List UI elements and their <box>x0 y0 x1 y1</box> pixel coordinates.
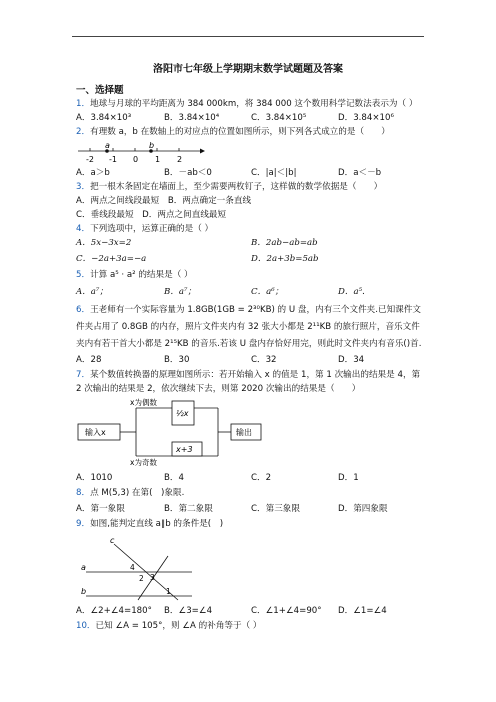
option-b: B．2ab−ab=ab <box>251 238 318 248</box>
option-c: C．a⁶； <box>251 287 284 297</box>
even-operation-label: ½x <box>176 409 189 418</box>
converter-diagram <box>76 398 276 468</box>
question-3-options-row-1: A．两点之间线段最短 B．两点确定一条直线 <box>76 196 252 206</box>
question-number: 6． <box>76 305 91 315</box>
option-d: D．1 <box>338 473 359 483</box>
option-c: C．第三象限 <box>251 504 300 514</box>
tick-label: -1 <box>109 155 117 164</box>
question-text: 有理数 a，b 在数轴上的对应点的位置如图所示，则下列各式成立的是（ ） <box>90 127 390 137</box>
question-3-options-row-2: C．垂线段最短 D．两点之间直线最短 <box>76 210 227 220</box>
angle-4-label: 4 <box>130 563 135 572</box>
option-c: C．2 <box>251 473 272 483</box>
option-c: C．−2a+3a=−a <box>76 254 147 264</box>
angle-1-label: 1 <box>166 587 171 596</box>
question-text: 下列选项中，运算正确的是（ ） <box>90 224 214 234</box>
odd-operation-label: x+3 <box>176 445 193 454</box>
label-b: b <box>81 587 87 596</box>
output-label: 输出 <box>236 428 252 437</box>
question-1 <box>76 99 417 110</box>
question-9 <box>76 519 223 530</box>
label-a: a <box>81 563 86 572</box>
question-6-text-line-3: 夹内有若干首大小都是 2¹⁵KB 的音乐.若该 U 盘内存恰好用完，则此时文件夹内有音乐()首. <box>76 339 422 349</box>
question-4 <box>76 224 213 235</box>
number-line-figure <box>76 140 206 166</box>
option-b: B．∠3=∠4 <box>164 606 213 616</box>
question-text: 地球与月球的平均距离为 384 000km，将 384 000 这个数用科学记数法表示为（ ） <box>90 99 418 109</box>
option-a: A．28 <box>76 355 102 365</box>
question-text: 已知 ∠A = 105°，则 ∠A 的补角等于（ ） <box>95 621 262 631</box>
odd-branch-label: x为奇数 <box>130 458 157 467</box>
question-number: 9． <box>76 519 91 529</box>
question-text: 点 M(5,3) 在第( )象限. <box>90 488 185 498</box>
option-c: C．32 <box>251 355 277 365</box>
option-b: B．－ab＜0 <box>164 168 212 178</box>
label-c: c <box>110 536 115 545</box>
question-8 <box>76 488 184 499</box>
option-b: B．第二象限 <box>164 504 213 514</box>
option-a: A．3.84×10³ <box>76 113 132 123</box>
question-number: 1． <box>76 99 91 109</box>
input-label: 输入x <box>85 428 106 437</box>
question-text: 把一根木条固定在墙面上，至少需要两枚钉子，这样做的数学依据是（ ） <box>90 182 383 192</box>
tick-label: 2 <box>177 155 183 164</box>
tick-label: 1 <box>155 155 161 164</box>
option-b: B．a⁷； <box>164 287 197 297</box>
option-b: B．4 <box>164 473 184 483</box>
option-a: A．第一象限 <box>76 504 125 514</box>
option-a: A．5x−3x=2 <box>76 238 132 248</box>
option-b: B．30 <box>164 355 190 365</box>
question-6 <box>76 305 421 316</box>
arrow-head-icon <box>200 149 205 154</box>
question-text: 计算 a⁵ · a² 的结果是（ ） <box>90 270 193 280</box>
question-10 <box>76 621 262 632</box>
question-2 <box>76 127 390 138</box>
question-text-line-1: 某个数值转换器的原理如图所示：若开始输入 x 的值是 1，第 1 次输出的结果是 4，第 <box>90 370 421 380</box>
question-number: 3． <box>76 182 91 192</box>
question-7 <box>76 370 420 381</box>
option-d: D．a＜－b <box>338 168 382 178</box>
option-c: C．∠1+∠4=90° <box>251 606 322 616</box>
angle-3-label: 3 <box>150 573 155 582</box>
section-heading: 一、选择题 <box>76 85 124 96</box>
option-d: D．2a+3b=5ab <box>251 254 319 264</box>
option-d: D．a⁵． <box>338 287 371 297</box>
parallel-lines-figure <box>80 534 200 602</box>
option-c: C．|a|＜|b| <box>251 168 297 178</box>
angle-2-label: 2 <box>139 574 144 583</box>
question-number: 5． <box>76 270 91 280</box>
even-branch-label: x为偶数 <box>130 398 157 407</box>
question-text: 如图,能判定直线 a∥b 的条件是( ) <box>90 519 224 529</box>
label-b: b <box>149 141 155 150</box>
option-d: D．∠1=∠4 <box>338 606 387 616</box>
question-7-text-line-2: 2 次输出的结果是 2，依次继续下去，则第 2020 次输出的结果是（ ） <box>76 384 361 394</box>
question-number: 4． <box>76 224 91 234</box>
question-6-text-line-2: 件夹占用了 0.8GB 的内存，照片文件夹内有 32 张大小都是 2¹¹KB 的旅行照片，音乐文件 <box>76 322 420 332</box>
header-rule <box>72 36 424 37</box>
option-a: A．∠2+∠4=180° <box>76 606 152 616</box>
option-c: C．3.84×10⁵ <box>251 113 307 123</box>
option-a: A．a⁷； <box>76 287 108 297</box>
question-text-line-1: 王老师有一个实际容量为 1.8GB(1GB = 2³⁰KB) 的 U 盘，内有三个文件夹.已知课件文 <box>90 305 421 315</box>
question-number: 7． <box>76 370 91 380</box>
option-b: B．3.84×10⁴ <box>164 113 220 123</box>
label-a: a <box>105 141 110 150</box>
tick-label: -2 <box>86 155 94 164</box>
question-5 <box>76 270 193 281</box>
page-title: 洛阳市七年级上学期期末数学试题题及答案 <box>153 64 343 75</box>
tick-label: 0 <box>133 155 139 164</box>
question-number: 2． <box>76 127 91 137</box>
question-number: 8． <box>76 488 91 498</box>
question-3 <box>76 182 382 193</box>
option-a: A．a＞b <box>76 168 110 178</box>
option-a: A．1010 <box>76 473 113 483</box>
option-d: D．34 <box>338 355 365 365</box>
option-d: D．3.84×10⁶ <box>338 113 394 123</box>
question-number: 10． <box>76 621 96 631</box>
option-d: D．第四象限 <box>338 504 388 514</box>
